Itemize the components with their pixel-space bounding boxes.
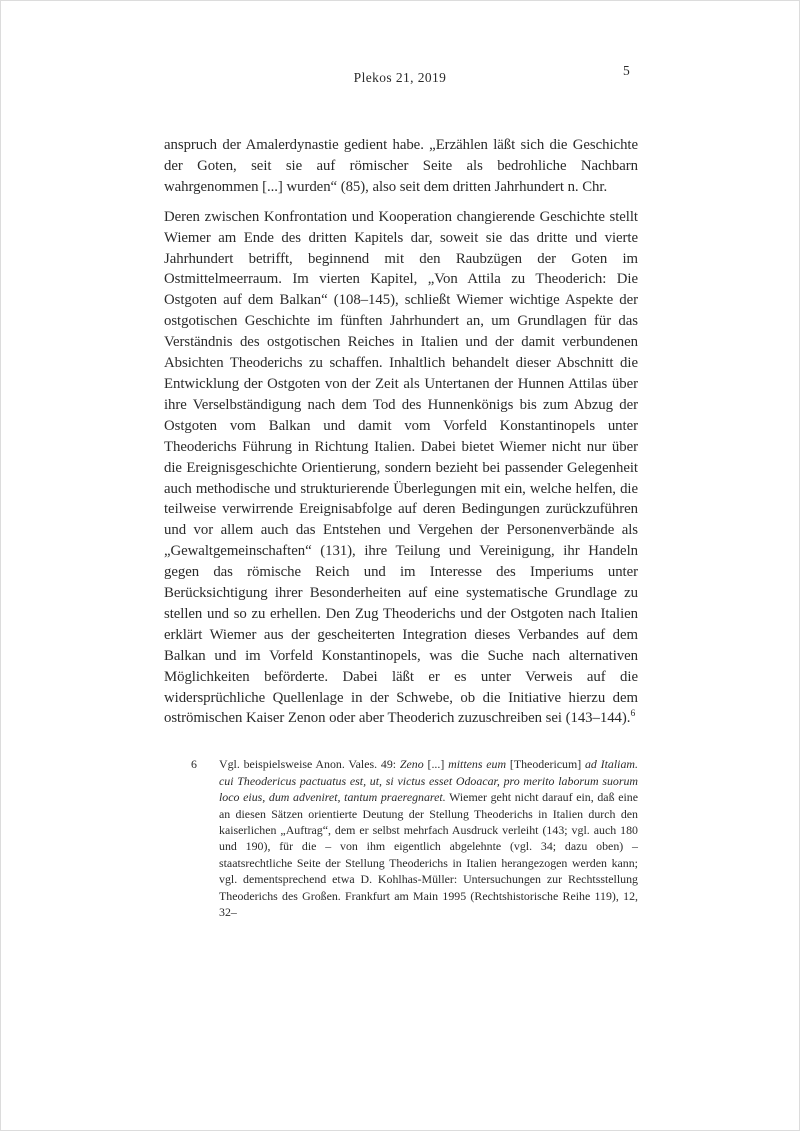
body-text-block — [164, 135, 638, 920]
paragraph-2 — [164, 207, 638, 730]
footnote — [191, 756, 638, 920]
footnote-text: Vgl. beispielsweise Anon. Vales. 49: Zeno [...] mittens eum [Theodericum] ad Italiam. cui Theodericus pactuatus est, ut, si victus esset Odoacar, pro merito laborum suorum loco eius, dum adveniret, tantum praeregnaret. Wiemer geht nicht darauf ein, daß eine an diesen Sätzen orientierte Deutung der Stellung Theoderichs in Italien durch den kaiserlichen „Auftrag“, dem er selbst mehrfach Ausdruck verleiht (143; vgl. auch 180 und 190), für die – von ihm eigentlich abgelehnte (vgl. 34; dazu oben) – staatsrechtliche Seite der Stellung Theoderichs in Italien herangezogen werden kann; vgl. dementsprechend etwa D. Kohlhas-Müller: Untersuchungen zur Rechtsstellung Theoderichs des Großen. Frankfurt am Main 1995 (Rechtshistorische Reihe 119), 12, 32– — [219, 757, 638, 920]
journal-running-title: Plekos 21, 2019 — [353, 70, 447, 85]
footnote-number: 6 — [191, 757, 197, 772]
footnote-reference-marker: 6 — [630, 709, 636, 720]
page-number: 5 — [623, 63, 630, 78]
paragraph-1: anspruch der Amalerdynastie gedient habe. „Erzählen läßt sich die Geschichte der Goten, seit sie auf römischer Seite als bedrohliche Nachbarn wahrgenommen [...] wurden“ (85), also seit dem dritten Jahrhundert n. Chr. — [164, 137, 638, 195]
paragraph-2-text: Deren zwischen Konfrontation und Kooperation changierende Geschichte stellt Wiemer am Ende des dritten Kapitels dar, soweit sie das dritte und vierte Jahrhundert betrifft, beginnend mit den Raubzügen der Goten im Ostmittelmeerraum. Im vierten Kapitel, „Von Attila zu Theoderich: Die Ostgoten auf dem Balkan“ (108–145), schließt Wiemer wichtige Aspekte der ostgotischen Geschichte im fünften Jahrhundert an, um Grundlagen für das Verständnis des ostgotischen Reiches in Italien und der damit verbundenen Absichten Theoderichs zu schaffen. Inhaltlich behandelt dieser Abschnitt die Entwicklung der Ostgoten von der Zeit als Untertanen der Hunnen Attilas über ihre Verselbständigung nach dem Tod des Hunnenkönigs bis zum Abzug der Ostgoten vom Balkan und damit vom Vorfeld Konstantinopels unter Theoderichs Führung in Richtung Italien. Dabei bietet Wiemer nicht nur über die Ereignisgeschichte Orientierung, sondern bezieht bei passender Gelegenheit auch methodische und strukturierende Überlegungen mit ein, welche helfen, die teilweise verwirrende Ereignisabfolge auf deren Bedingungen zurückzuführen und vor allem auch das Entstehen und Vergehen der Personenverbände als „Gewaltgemeinschaften“ (131), ihre Teilung und Vereinigung, ihr Handeln gegen das römische Reich und im Interesse des Imperiums unter Berücksichtigung ihrer Besonderheiten auf eine systematische Grundlage zu stellen und so zu erhellen. Den Zug Theoderichs und der Ostgoten nach Italien erklärt Wiemer aus der gescheiterten Integration dieses Verbandes auf dem Balkan und im Vorfeld Konstantinopels, was die Suche nach alternativen Möglichkeiten beförderte. Dabei läßt er es unter Verweis auf die widersprüchliche Quellenlage in der Schwebe, ob die Initiative hierzu dem oströmischen Kaiser Zenon oder aber Theoderich zuzuschreiben sei (143–144). — [164, 208, 638, 727]
